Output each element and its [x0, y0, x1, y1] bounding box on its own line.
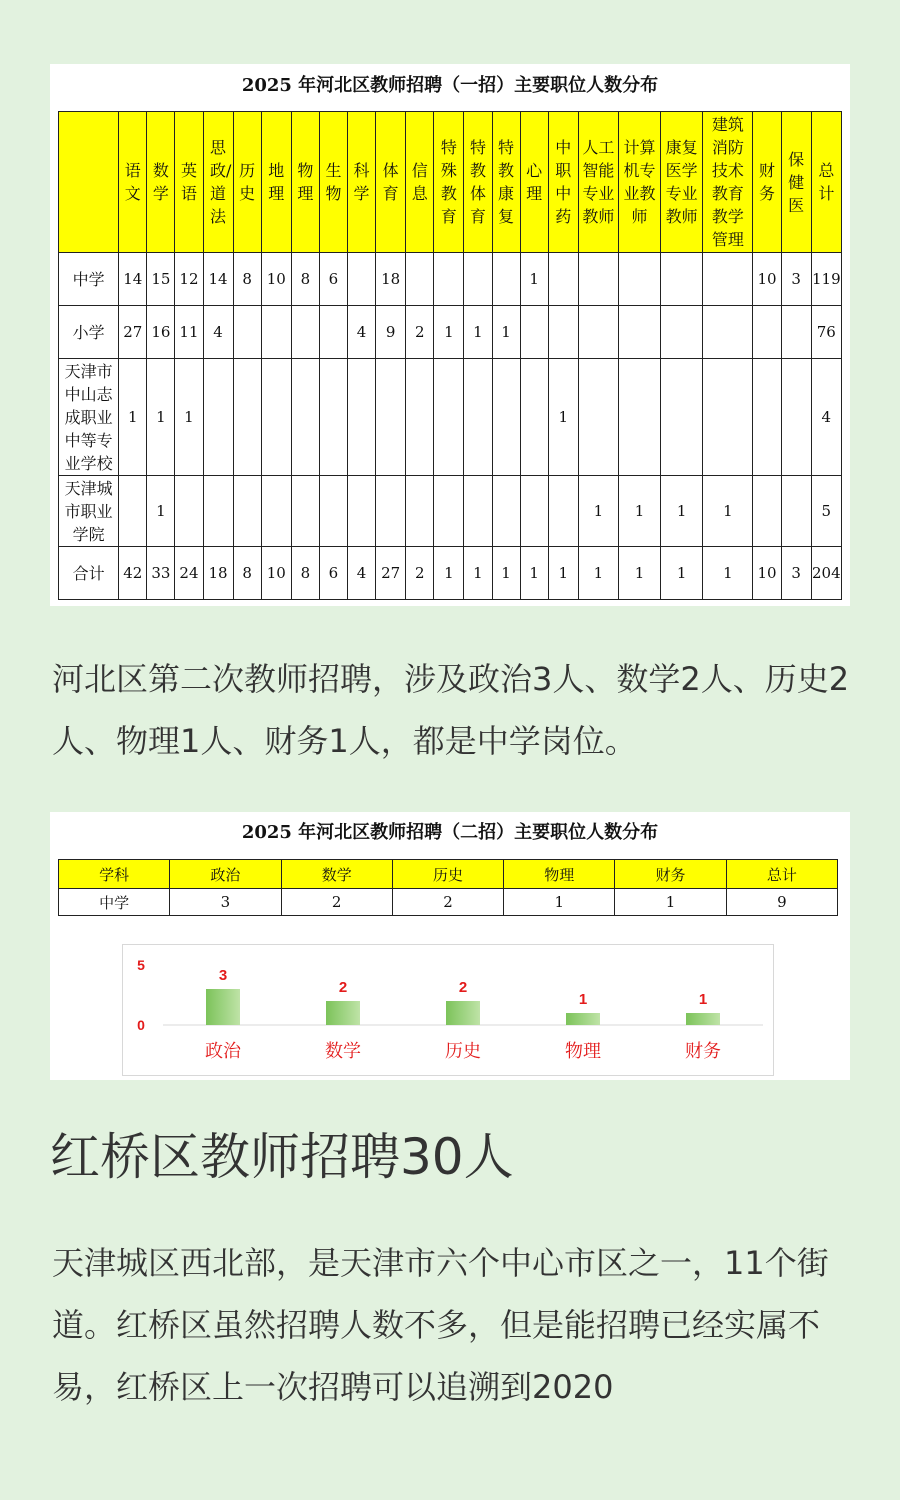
table1-cell — [233, 476, 261, 547]
table1-cell — [261, 476, 291, 547]
table1-title: 2025 年河北区教师招聘（一招）主要职位人数分布 — [241, 75, 659, 96]
table1-cell: 8 — [233, 547, 261, 600]
table1-cell: 12 — [175, 253, 203, 306]
table1-cell — [703, 359, 753, 476]
bar — [206, 989, 240, 1025]
table1-cell: 6 — [319, 253, 347, 306]
table2-header-row — [59, 860, 838, 889]
table1-header-cell — [661, 112, 703, 253]
table1-header-label: 人工智能专业教师 — [582, 138, 615, 226]
table1-cell — [753, 306, 781, 359]
table1-cell: 1 — [434, 547, 464, 600]
table1-cell — [520, 359, 548, 476]
hongqiao-section-heading: 红桥区教师招聘30人 — [50, 1128, 514, 1186]
table1-cell: 1 — [661, 547, 703, 600]
table1-cell: 9 — [376, 306, 406, 359]
table1-cell: 1 — [464, 547, 492, 600]
table1-header-cell — [175, 112, 203, 253]
table1-header-cell — [147, 112, 175, 253]
table1-cell: 1 — [147, 359, 175, 476]
table1-row-label: 中学 — [59, 253, 119, 306]
table1-cell: 5 — [811, 476, 841, 547]
table2-cell: 9 — [726, 889, 837, 916]
table1-header-label: 数学 — [152, 161, 169, 203]
table1-cell — [319, 359, 347, 476]
hebei-second-recruitment-paragraph: 河北区第二次教师招聘，涉及政治3人、数学2人、历史2人、物理1人、财务1人，都是中学岗位。 — [52, 660, 850, 760]
table1-cell — [348, 359, 376, 476]
table1-cell — [233, 359, 261, 476]
table1-cell — [703, 253, 753, 306]
table1-cell — [406, 253, 434, 306]
table1-cell — [753, 359, 781, 476]
category-label: 政治 — [205, 1041, 241, 1062]
table1-cell: 1 — [618, 476, 660, 547]
table1-cell — [291, 476, 319, 547]
table1-cell — [781, 306, 811, 359]
recruitment-table-panel-2 — [50, 812, 850, 1080]
table1-cell: 6 — [319, 547, 347, 600]
table1-cell — [578, 253, 618, 306]
table1-cell: 33 — [147, 547, 175, 600]
table1-header-cell — [753, 112, 781, 253]
table1-cell — [119, 476, 147, 547]
table1-row — [59, 306, 842, 359]
bar — [566, 1013, 600, 1025]
table1-cell: 1 — [147, 476, 175, 547]
table1-cell: 42 — [119, 547, 147, 600]
table1-cell: 1 — [548, 547, 578, 600]
table1-cell — [434, 253, 464, 306]
table1-header-cell — [548, 112, 578, 253]
table1-row-label: 天津城市职业学院 — [59, 476, 119, 547]
table1-cell — [618, 359, 660, 476]
y-tick-label: 5 — [137, 957, 145, 973]
table1-header-label: 英语 — [180, 161, 197, 203]
subject-bar-chart — [122, 944, 774, 1076]
table1-row — [59, 476, 842, 547]
table1-cell: 1 — [492, 306, 520, 359]
table1-cell: 1 — [520, 547, 548, 600]
table1-cell: 1 — [661, 476, 703, 547]
table1-cell — [520, 476, 548, 547]
table1-cell — [548, 476, 578, 547]
table2-header-cell: 政治 — [170, 860, 281, 889]
table1-cell — [291, 306, 319, 359]
table1-header-label: 体育 — [382, 161, 399, 203]
table1-header-cell — [291, 112, 319, 253]
table1-header-label: 物理 — [297, 161, 314, 203]
table1-cell — [492, 253, 520, 306]
table1-cell — [203, 476, 233, 547]
bar-data-label: 2 — [338, 979, 348, 996]
bar-chart-svg — [123, 945, 773, 1075]
table1-cell: 27 — [376, 547, 406, 600]
category-label: 数学 — [325, 1041, 361, 1062]
table1-header-label: 科学 — [353, 161, 370, 203]
table1-cell: 11 — [175, 306, 203, 359]
table1-cell: 18 — [203, 547, 233, 600]
table1-header-cell — [578, 112, 618, 253]
table1-row — [59, 359, 842, 476]
table2-header-cell: 数学 — [281, 860, 392, 889]
table1-cell: 2 — [406, 306, 434, 359]
recruitment-table-1 — [58, 111, 842, 600]
table1-cell — [618, 253, 660, 306]
table1-row-label: 合计 — [59, 547, 119, 600]
table1-cell: 10 — [261, 253, 291, 306]
table1-header-cell — [520, 112, 548, 253]
table1-cell — [578, 359, 618, 476]
table1-cell — [464, 476, 492, 547]
table2-row — [59, 889, 838, 916]
table1-header-cell — [233, 112, 261, 253]
table1-cell — [175, 476, 203, 547]
table1-header-cell — [811, 112, 841, 253]
table1-cell — [203, 359, 233, 476]
table2-header-cell: 财务 — [615, 860, 726, 889]
table1-cell: 24 — [175, 547, 203, 600]
table1-cell — [233, 306, 261, 359]
category-label: 物理 — [565, 1041, 601, 1062]
table1-cell: 119 — [811, 253, 841, 306]
table1-cell — [618, 306, 660, 359]
bar — [326, 1001, 360, 1025]
table1-header-label: 心理 — [526, 161, 543, 203]
table2-row-label: 中学 — [59, 889, 170, 916]
table2-cell: 2 — [392, 889, 503, 916]
table1-cell — [406, 476, 434, 547]
table1-cell — [434, 359, 464, 476]
table1-header-cell — [59, 112, 119, 253]
bar — [446, 1001, 480, 1025]
table1-cell: 4 — [811, 359, 841, 476]
table1-header-label: 总计 — [818, 161, 835, 203]
table1-cell — [464, 253, 492, 306]
table1-cell: 4 — [348, 547, 376, 600]
table1-header-cell — [348, 112, 376, 253]
table1-cell: 1 — [434, 306, 464, 359]
category-label: 历史 — [445, 1041, 481, 1062]
table1-cell: 4 — [203, 306, 233, 359]
table1-cell — [548, 306, 578, 359]
table1-cell: 1 — [618, 547, 660, 600]
table1-header-cell — [781, 112, 811, 253]
table1-header-label: 康复医学专业教师 — [665, 138, 698, 226]
table2-cell: 2 — [281, 889, 392, 916]
table1-header-label: 历史 — [239, 161, 256, 203]
table1-cell: 27 — [119, 306, 147, 359]
table1-cell: 8 — [291, 547, 319, 600]
table1-cell — [319, 476, 347, 547]
bar — [686, 1013, 720, 1025]
table1-header-label: 中职中药 — [555, 138, 572, 226]
table1-cell — [492, 476, 520, 547]
table1-row — [59, 253, 842, 306]
table1-cell: 2 — [406, 547, 434, 600]
table1-header-label: 建筑消防技术教育教学管理 — [711, 115, 744, 249]
table1-cell: 1 — [464, 306, 492, 359]
table1-cell: 1 — [520, 253, 548, 306]
table1-cell — [319, 306, 347, 359]
table1-cell — [578, 306, 618, 359]
table1-cell: 10 — [753, 547, 781, 600]
bar-data-label: 2 — [458, 979, 468, 996]
table1-cell: 16 — [147, 306, 175, 359]
table1-header-label: 保健医 — [788, 149, 805, 215]
table1-header-cell — [618, 112, 660, 253]
table1-cell — [661, 359, 703, 476]
table1-header-cell — [492, 112, 520, 253]
table1-header-label: 语文 — [124, 161, 141, 203]
table1-header-label: 计算机专业教师 — [623, 138, 656, 226]
table1-cell: 8 — [291, 253, 319, 306]
table2-title: 2025 年河北区教师招聘（二招）主要职位人数分布 — [241, 822, 659, 843]
table1-cell — [348, 253, 376, 306]
table1-header-cell — [464, 112, 492, 253]
table1-header-row — [59, 112, 842, 253]
table1-cell: 3 — [781, 547, 811, 600]
table1-header-label: 特殊教育 — [440, 138, 457, 226]
table1-cell: 10 — [261, 547, 291, 600]
category-label: 财务 — [685, 1041, 721, 1062]
table1-cell: 14 — [203, 253, 233, 306]
table1-header-cell — [434, 112, 464, 253]
table1-cell — [291, 359, 319, 476]
table1-row-label: 天津市中山志成职业中等专业学校 — [59, 359, 119, 476]
recruitment-table-2 — [58, 859, 838, 916]
table2-cell: 1 — [615, 889, 726, 916]
table1-cell — [753, 476, 781, 547]
table2-header-cell: 总计 — [726, 860, 837, 889]
table1-cell: 4 — [348, 306, 376, 359]
hongqiao-description-paragraph: 天津城区西北部，是天津市六个中心市区之一，11个街道。红桥区虽然招聘人数不多，但是能招聘已经实属不易，红桥区上一次招聘可以追溯到2020 — [52, 1244, 829, 1406]
table2-header-cell: 物理 — [504, 860, 615, 889]
table2-header-cell: 历史 — [392, 860, 503, 889]
table1-cell — [406, 359, 434, 476]
table1-header-cell — [703, 112, 753, 253]
table1-cell — [781, 359, 811, 476]
table1-cell: 8 — [233, 253, 261, 306]
table1-header-cell — [203, 112, 233, 253]
y-tick-label: 0 — [137, 1017, 145, 1033]
bar-data-label: 3 — [218, 967, 228, 984]
table1-cell: 1 — [578, 476, 618, 547]
table1-cell: 18 — [376, 253, 406, 306]
table1-cell — [781, 476, 811, 547]
bar-data-label: 1 — [578, 991, 588, 1008]
table1-cell: 204 — [811, 547, 841, 600]
table1-cell — [661, 306, 703, 359]
table1-cell — [434, 476, 464, 547]
table2-cell: 1 — [504, 889, 615, 916]
table1-header-label: 信息 — [411, 161, 428, 203]
table1-cell — [492, 359, 520, 476]
table1-cell: 14 — [119, 253, 147, 306]
table1-header-label: 地理 — [268, 161, 285, 203]
table1-cell — [376, 359, 406, 476]
table1-cell — [520, 306, 548, 359]
table1-header-cell — [261, 112, 291, 253]
table1-cell: 1 — [548, 359, 578, 476]
table1-cell: 1 — [175, 359, 203, 476]
table1-header-label: 财务 — [758, 161, 775, 203]
table1-header-label: 特教康复 — [498, 138, 515, 226]
table1-header-cell — [319, 112, 347, 253]
table1-header-label: 生物 — [325, 161, 342, 203]
bar-data-label: 1 — [698, 991, 708, 1008]
table1-header-cell — [406, 112, 434, 253]
table1-cell: 1 — [492, 547, 520, 600]
table1-cell: 15 — [147, 253, 175, 306]
table1-row-label: 小学 — [59, 306, 119, 359]
recruitment-table-panel-1 — [50, 64, 850, 606]
table1-header-label: 思政/道法 — [210, 138, 232, 226]
table2-header-cell: 学科 — [59, 860, 170, 889]
table1-header-label: 特教体育 — [469, 138, 486, 226]
table1-cell: 76 — [811, 306, 841, 359]
table1-cell: 1 — [119, 359, 147, 476]
table1-cell — [261, 359, 291, 476]
table2-cell: 3 — [170, 889, 281, 916]
table1-cell: 1 — [578, 547, 618, 600]
table1-cell — [376, 476, 406, 547]
table1-header-cell — [119, 112, 147, 253]
table1-cell: 1 — [703, 476, 753, 547]
table1-cell: 10 — [753, 253, 781, 306]
table1-cell: 3 — [781, 253, 811, 306]
table1-cell: 1 — [703, 547, 753, 600]
table1-cell — [703, 306, 753, 359]
table1-cell — [661, 253, 703, 306]
table1-row — [59, 547, 842, 600]
table1-cell — [548, 253, 578, 306]
table1-header-cell — [376, 112, 406, 253]
table1-cell — [348, 476, 376, 547]
table1-cell — [261, 306, 291, 359]
table1-cell — [464, 359, 492, 476]
